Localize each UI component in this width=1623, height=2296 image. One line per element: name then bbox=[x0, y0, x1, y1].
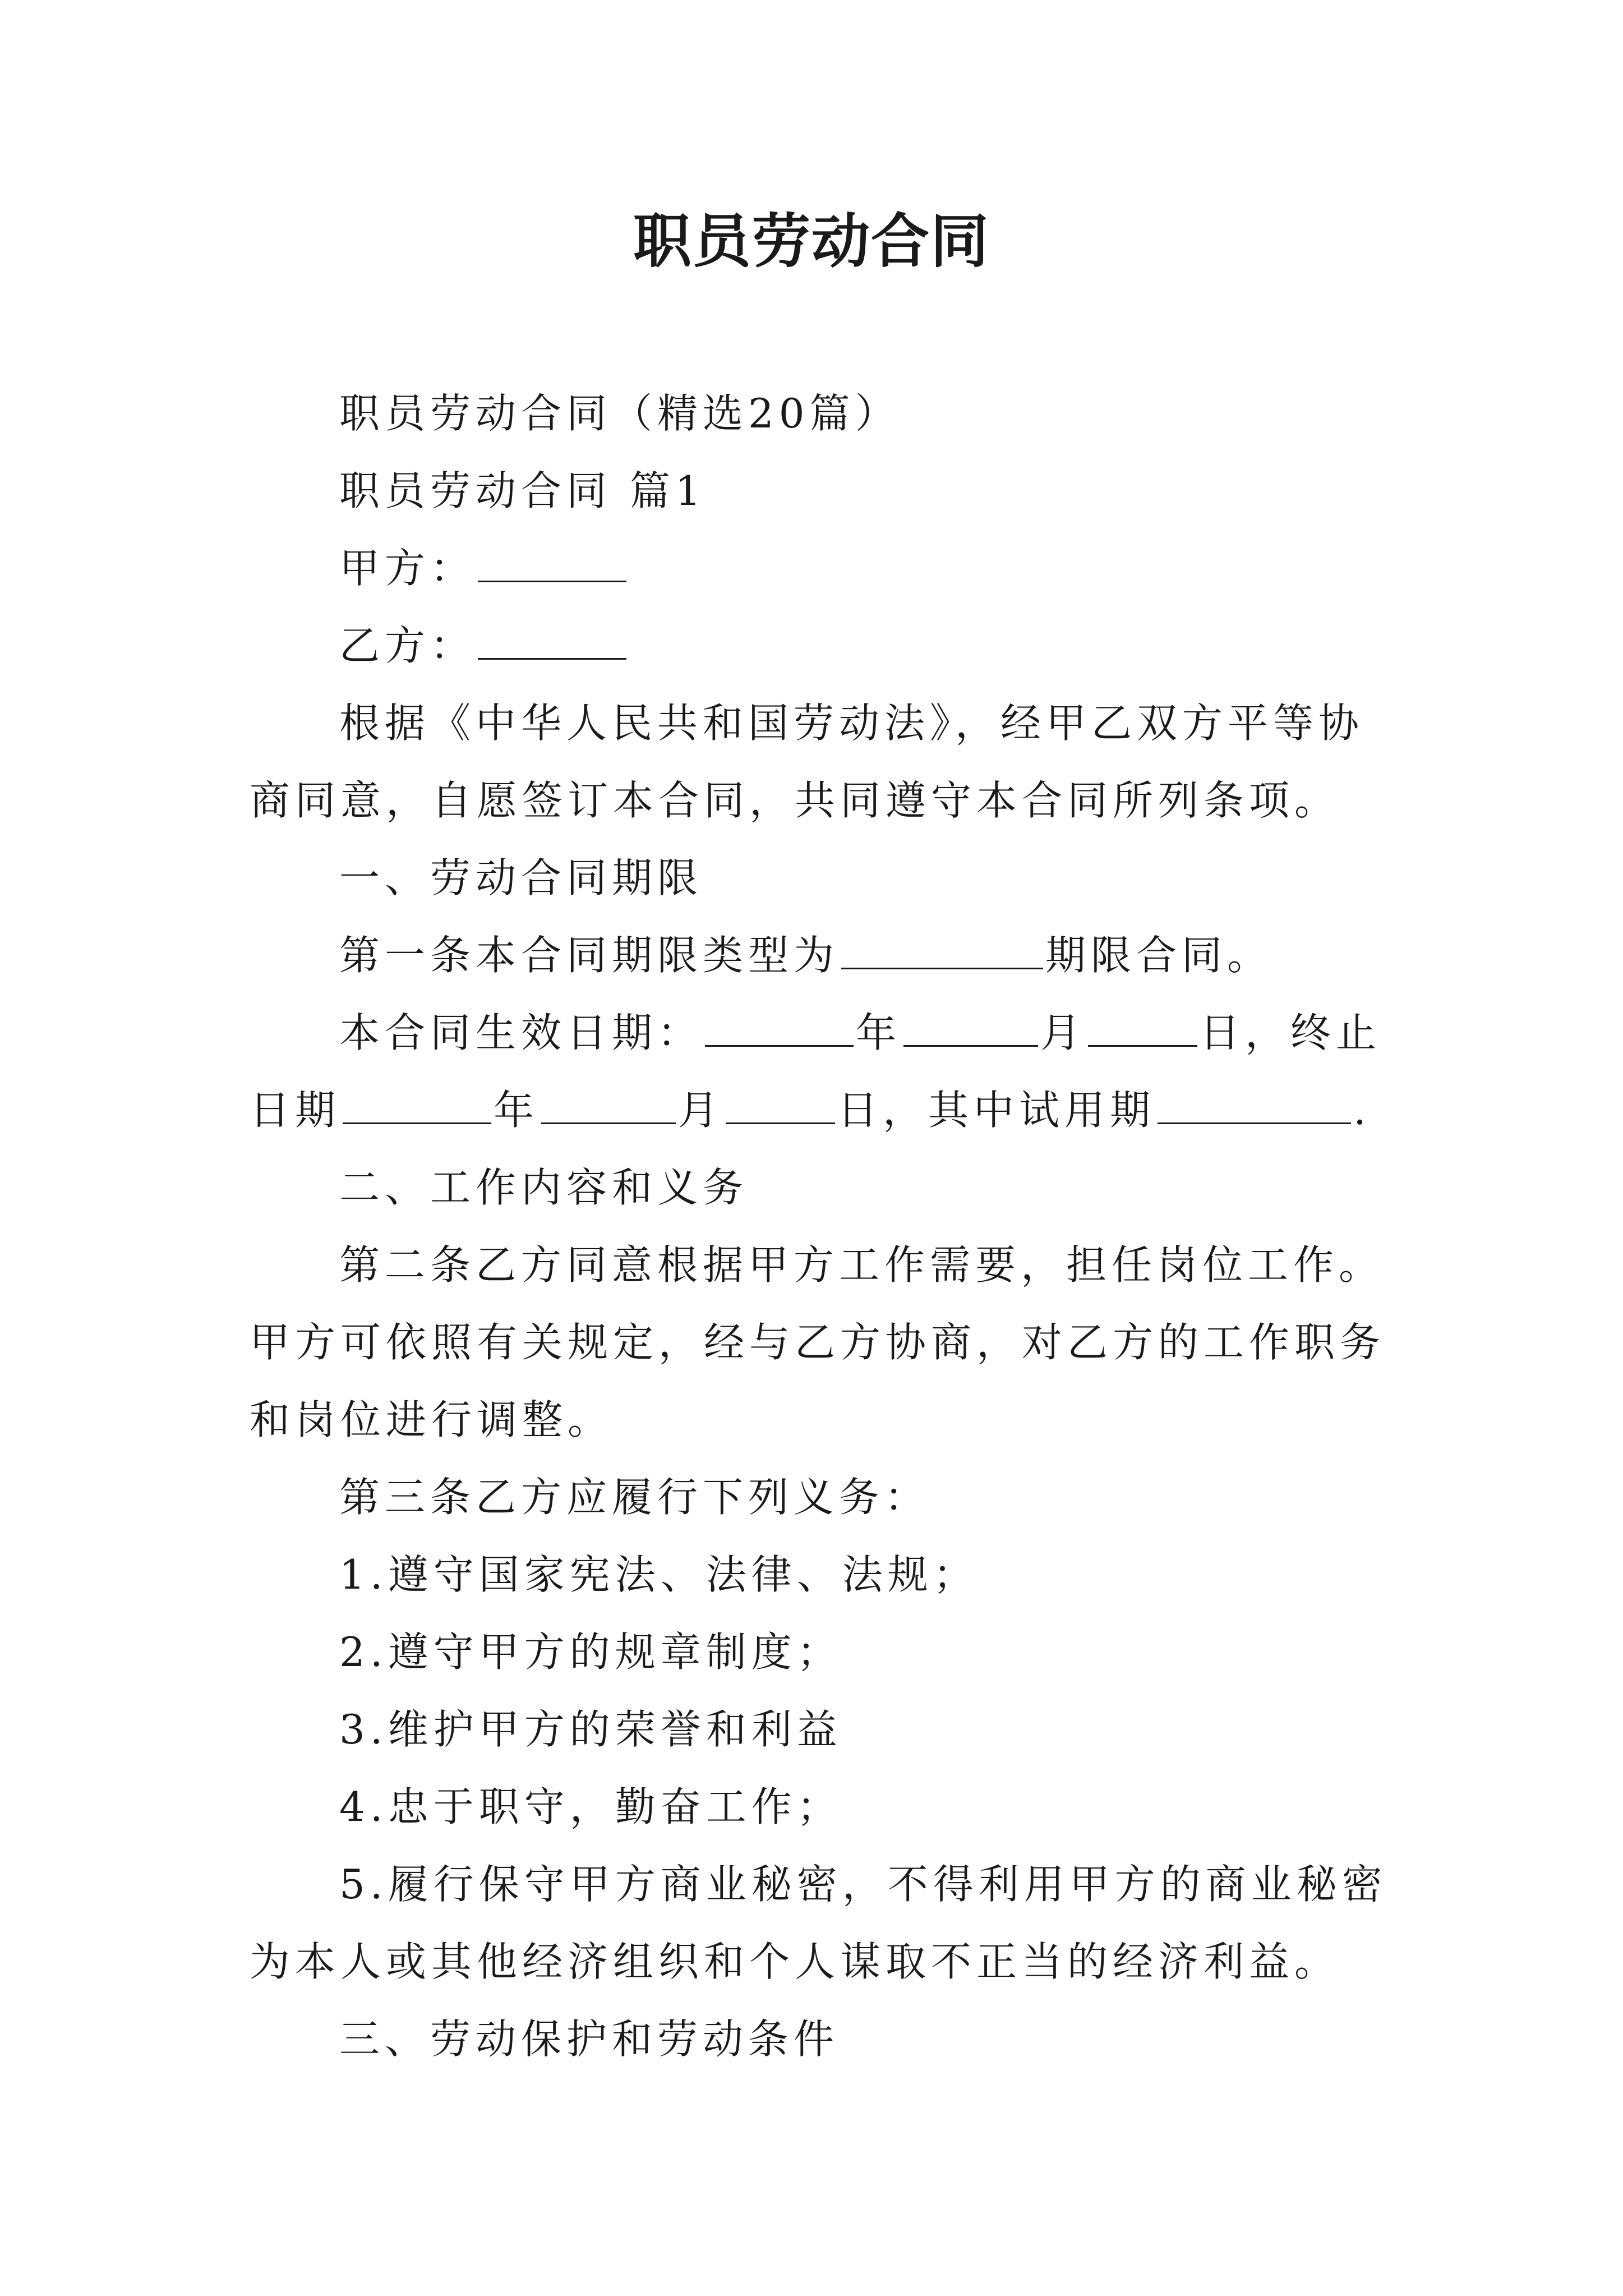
heading-work-content: 二、工作内容和义务 bbox=[339, 1164, 749, 1211]
start-year-blank bbox=[705, 1010, 854, 1047]
party-b-line bbox=[250, 607, 1388, 684]
party-a-line bbox=[250, 530, 1388, 607]
end-date-label: 日，终止日期 bbox=[250, 1009, 1382, 1134]
obligation-item-5: 5.履行保守甲方商业秘密，不得利用甲方的商业秘密为本人或其他经济组织和个人谋取不正当的经济利益。 bbox=[250, 1861, 1387, 1985]
party-b-blank bbox=[478, 623, 626, 660]
document-title: 职员劳动合同 bbox=[633, 207, 990, 275]
party-b-label: 乙方： bbox=[339, 622, 476, 669]
start-month-unit: 月 bbox=[1040, 1009, 1086, 1056]
end-month-blank bbox=[541, 1088, 676, 1124]
end-period: . bbox=[1353, 1087, 1371, 1134]
article-2: 第二条乙方同意根据甲方工作需要，担任岗位工作。甲方可依照有关规定，经与乙方协商，对乙方的工作职务和岗位进行调整。 bbox=[250, 1241, 1386, 1443]
end-year-blank bbox=[343, 1088, 491, 1124]
obligation-item-1: 1.遵守国家宪法、法律、法规； bbox=[339, 1551, 979, 1598]
article-1-suffix: 期限合同。 bbox=[1045, 932, 1273, 979]
obligation-item-4: 4.忠于职守，勤奋工作； bbox=[339, 1783, 842, 1830]
start-month-blank bbox=[903, 1010, 1038, 1047]
article-1-prefix: 第一条本合同期限类型为 bbox=[339, 932, 840, 979]
start-day-blank bbox=[1088, 1010, 1197, 1047]
intro-paragraph: 根据《中华人民共和国劳动法》，经甲乙双方平等协商同意，自愿签订本合同，共同遵守本合同所列条项。 bbox=[250, 700, 1364, 824]
end-day-blank bbox=[726, 1088, 835, 1124]
end-month-unit: 月 bbox=[678, 1087, 724, 1134]
start-year-unit: 年 bbox=[856, 1009, 902, 1056]
party-a-blank bbox=[478, 546, 626, 582]
heading-labor-protection: 三、劳动保护和劳动条件 bbox=[339, 2016, 840, 2063]
effective-date-paragraph bbox=[250, 994, 1388, 1149]
probation-blank bbox=[1158, 1088, 1351, 1124]
effective-date-label: 本合同生效日期： bbox=[339, 1009, 703, 1056]
section-title: 职员劳动合同 篇1 bbox=[339, 467, 706, 514]
heading-contract-term: 一、劳动合同期限 bbox=[339, 854, 703, 901]
probation-label: 日，其中试用期 bbox=[837, 1087, 1156, 1134]
article-1 bbox=[250, 917, 1388, 994]
contract-type-blank bbox=[841, 933, 1043, 969]
party-a-label: 甲方： bbox=[339, 545, 476, 592]
article-3: 第三条乙方应履行下列义务： bbox=[339, 1474, 930, 1521]
document-body bbox=[250, 375, 1388, 2078]
end-year-unit: 年 bbox=[494, 1087, 540, 1134]
obligation-item-3: 3.维护甲方的荣誉和利益 bbox=[339, 1706, 842, 1753]
subtitle: 职员劳动合同（精选20篇） bbox=[339, 390, 901, 437]
obligation-item-2: 2.遵守甲方的规章制度； bbox=[339, 1628, 842, 1676]
